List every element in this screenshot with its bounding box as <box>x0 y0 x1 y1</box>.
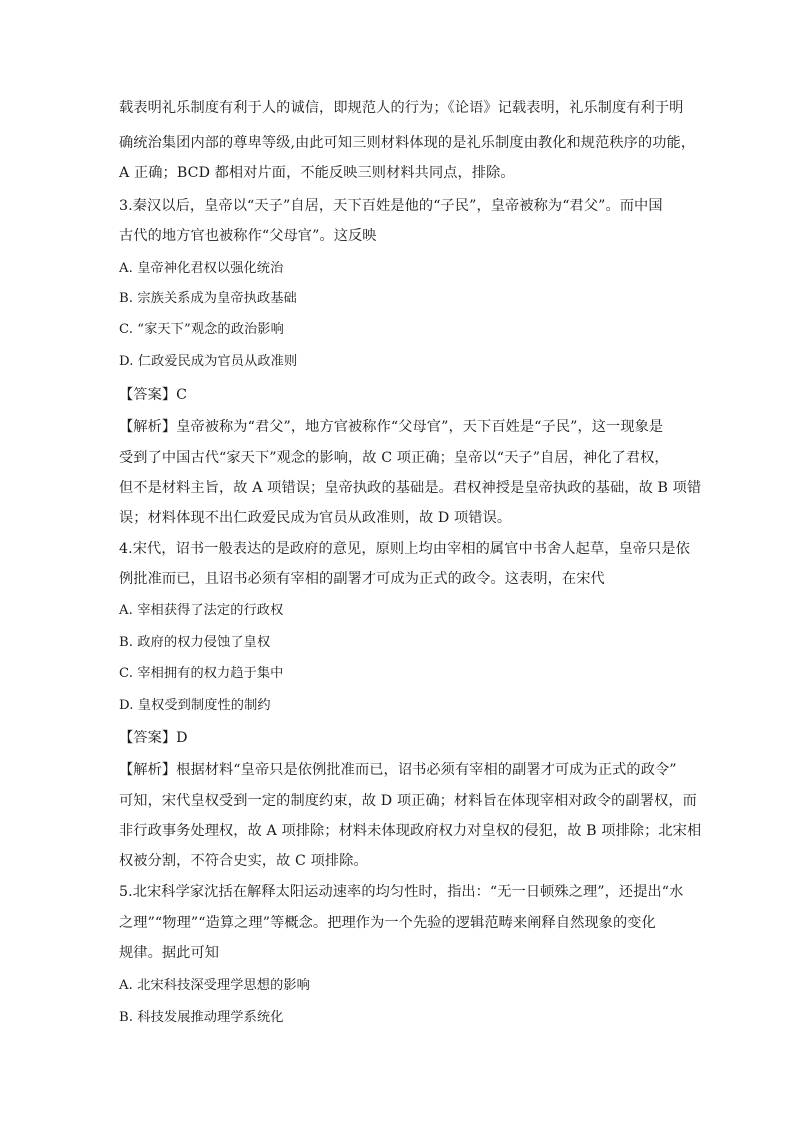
question-3-option-a: A. 皇帝神化君权以强化统治 <box>119 261 284 276</box>
question-4-option-b: B. 政府的权力侵蚀了皇权 <box>119 635 271 650</box>
paragraph-line: A 正确；BCD 都相对片面，不能反映三则材料共同点，排除。 <box>119 165 515 181</box>
question-4-analysis-line: 可知，宋代皇权受到一定的制度约束，故 D 项正确；材料旨在体现宰相对政令的副署权，而 <box>119 793 697 809</box>
question-3-analysis-line: 误；材料体现不出仁政爱民成为官员从政准则，故 D 项错误。 <box>119 510 512 526</box>
question-3-stem-line: 古代的地方官也被称作“父母官”。这反映 <box>119 228 377 244</box>
question-5-stem-line: 5.北宋科学家沈括在解释太阳运动速率的均匀性时，指出：“无一日顿殊之理”，还提出“水 <box>119 884 684 900</box>
question-4-option-a: A. 宰相获得了法定的行政权 <box>119 603 284 618</box>
question-3-option-b: B. 宗族关系成为皇帝执政基础 <box>119 291 297 306</box>
question-3-answer: 【答案】C <box>119 387 188 403</box>
question-4-answer: 【答案】D <box>119 730 188 746</box>
question-4-stem-line: 例批准而已，且诏书必须有宰相的副署才可成为正式的政令。这表明，在宋代 <box>119 571 605 587</box>
question-4-analysis-line: 权被分割，不符合史实，故 C 项排除。 <box>119 853 368 869</box>
paragraph-line: 载表明礼乐制度有利于人的诚信，即规范人的行为；《论语》记载表明，礼乐制度有利于明 <box>119 100 684 116</box>
question-5-option-a: A. 北宋科技深受理学思想的影响 <box>119 978 310 993</box>
question-3-option-c: C. “家天下”观念的政治影响 <box>119 322 284 337</box>
paragraph-line: 确统治集团内部的尊卑等级,由此可知三则材料体现的是礼乐制度由教化和规范秩序的功能， <box>119 135 696 151</box>
question-4-option-d: D. 皇权受到制度性的制约 <box>119 698 271 713</box>
question-3-analysis-line: 【解析】皇帝被称为“君父”，地方官被称作“父母官”，天下百姓是“子民”，这一现象是 <box>119 419 664 435</box>
question-4-stem-line: 4.宋代，诏书一般表达的是政府的意见，原则上均由宰相的属官中书舍人起草，皇帝只是依 <box>119 541 690 557</box>
question-4-analysis-line: 【解析】根据材料“皇帝只是依例批准而已，诏书必须有宰相的副署才可成为正式的政令” <box>119 762 677 778</box>
question-4-analysis-line: 非行政事务处理权，故 A 项排除；材料未体现政府权力对皇权的侵犯，故 B 项排除；北宋相 <box>119 823 702 839</box>
question-4-option-c: C. 宰相拥有的权力趋于集中 <box>119 666 284 681</box>
question-5-stem-line: 规律。据此可知 <box>119 945 220 961</box>
question-5-option-b: B. 科技发展推动理学系统化 <box>119 1010 284 1025</box>
question-3-analysis-line: 但不是材料主旨，故 A 项错误；皇帝执政的基础是。君权神授是皇帝执政的基础，故 B 项错 <box>119 480 702 496</box>
question-3-analysis-line: 受到了中国古代“家天下”观念的影响，故 C 项正确；皇帝以“天子”自居，神化了君权， <box>119 450 669 466</box>
question-5-stem-line: 之理”“物理”“造算之理”等概念。把理作为一个先验的逻辑范畴来阐释自然现象的变化 <box>119 915 656 931</box>
question-3-stem-line: 3.秦汉以后，皇帝以“天子”自居，天下百姓是他的“子民”，皇帝被称为“君父”。而中国 <box>119 198 663 214</box>
question-3-option-d: D. 仁政爱民成为官员从政准则 <box>119 354 298 369</box>
